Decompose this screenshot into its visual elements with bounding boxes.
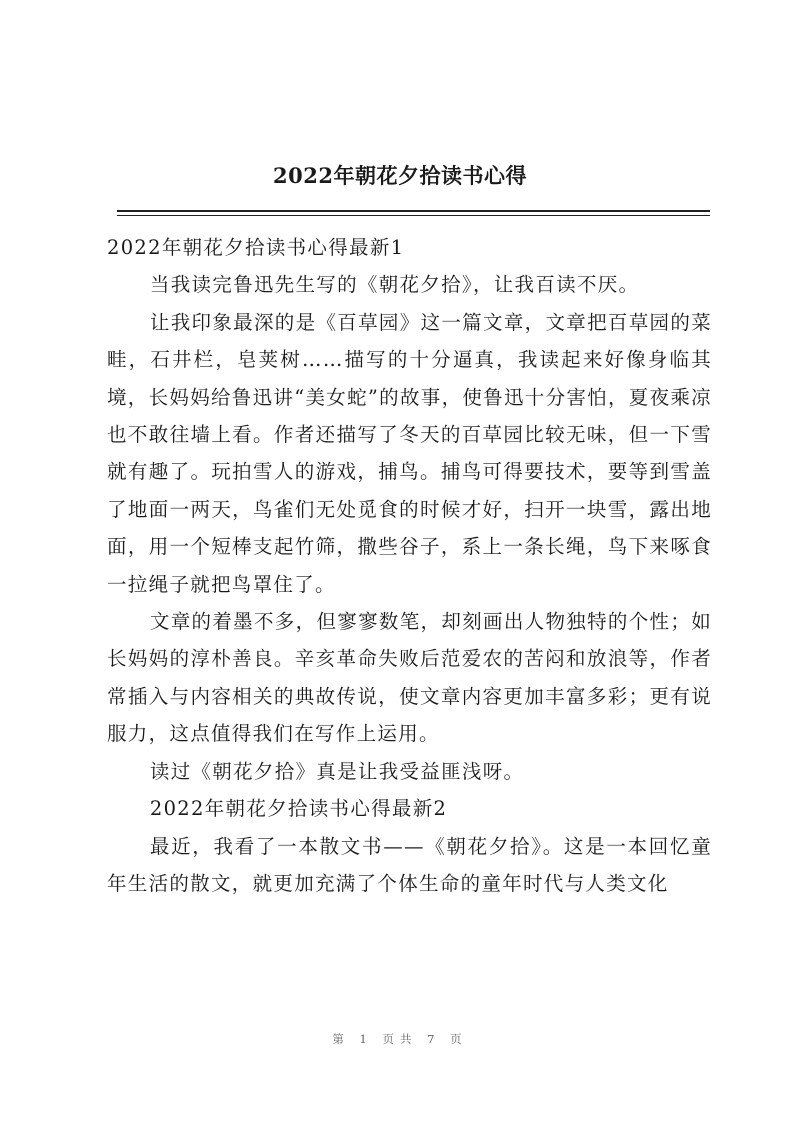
- section-heading-1: 2022年朝花夕拾读书心得最新1: [107, 236, 405, 259]
- title-divider-thin: [117, 215, 710, 216]
- paragraph: 文章的着墨不多，但寥寥数笔，却刻画出人物独特的个性；如长妈妈的淳朴善良。辛亥革命失败后范爱农的苦闷和放浪等，作者常插入与内容相关的典故传说，使文章内容更加丰富多彩；更有说服力，这点值得我们在写作上运用。: [107, 610, 712, 746]
- page-number-footer: 第 1 页共 7 页: [332, 1032, 468, 1046]
- paragraph: 当我读完鲁迅先生写的《朝花夕拾》，让我百读不厌。: [149, 273, 640, 297]
- paragraph: 最近，我看了一本散文书——《朝花夕拾》。这是一本回忆童年生活的散文，就更加充满了个体生命的童年时代与人类文化: [107, 834, 712, 895]
- paragraph: 让我印象最深的是《百草园》这一篇文章，文章把百草园的菜畦，石井栏，皂荚树……描写的十分逼真，我读起来好像身临其境，长妈妈给鲁迅讲“美女蛇”的故事，使鲁迅十分害怕，夏夜乘凉也不敢往墙上看。作者还描写了冬天的百草园比较无味，但一下雪就有趣了。玩拍雪人的游戏，捕鸟。捕鸟可得要技术，要等到雪盖了地面一两天，鸟雀们无处觅食的时候才好，扫开一块雪，露出地面，用一个短棒支起竹筛，撒些谷子，系上一条长绳，鸟下来啄食一拉绳子就把鸟罩住了。: [107, 310, 712, 596]
- title-divider-thick: [117, 210, 710, 212]
- paragraph: 读过《朝花夕拾》真是让我受益匪浅呀。: [149, 759, 525, 783]
- section-heading-2: 2022年朝花夕拾读书心得最新2: [149, 797, 448, 821]
- document-body: [107, 229, 712, 902]
- document-title: 2022年朝花夕拾读书心得: [273, 163, 527, 188]
